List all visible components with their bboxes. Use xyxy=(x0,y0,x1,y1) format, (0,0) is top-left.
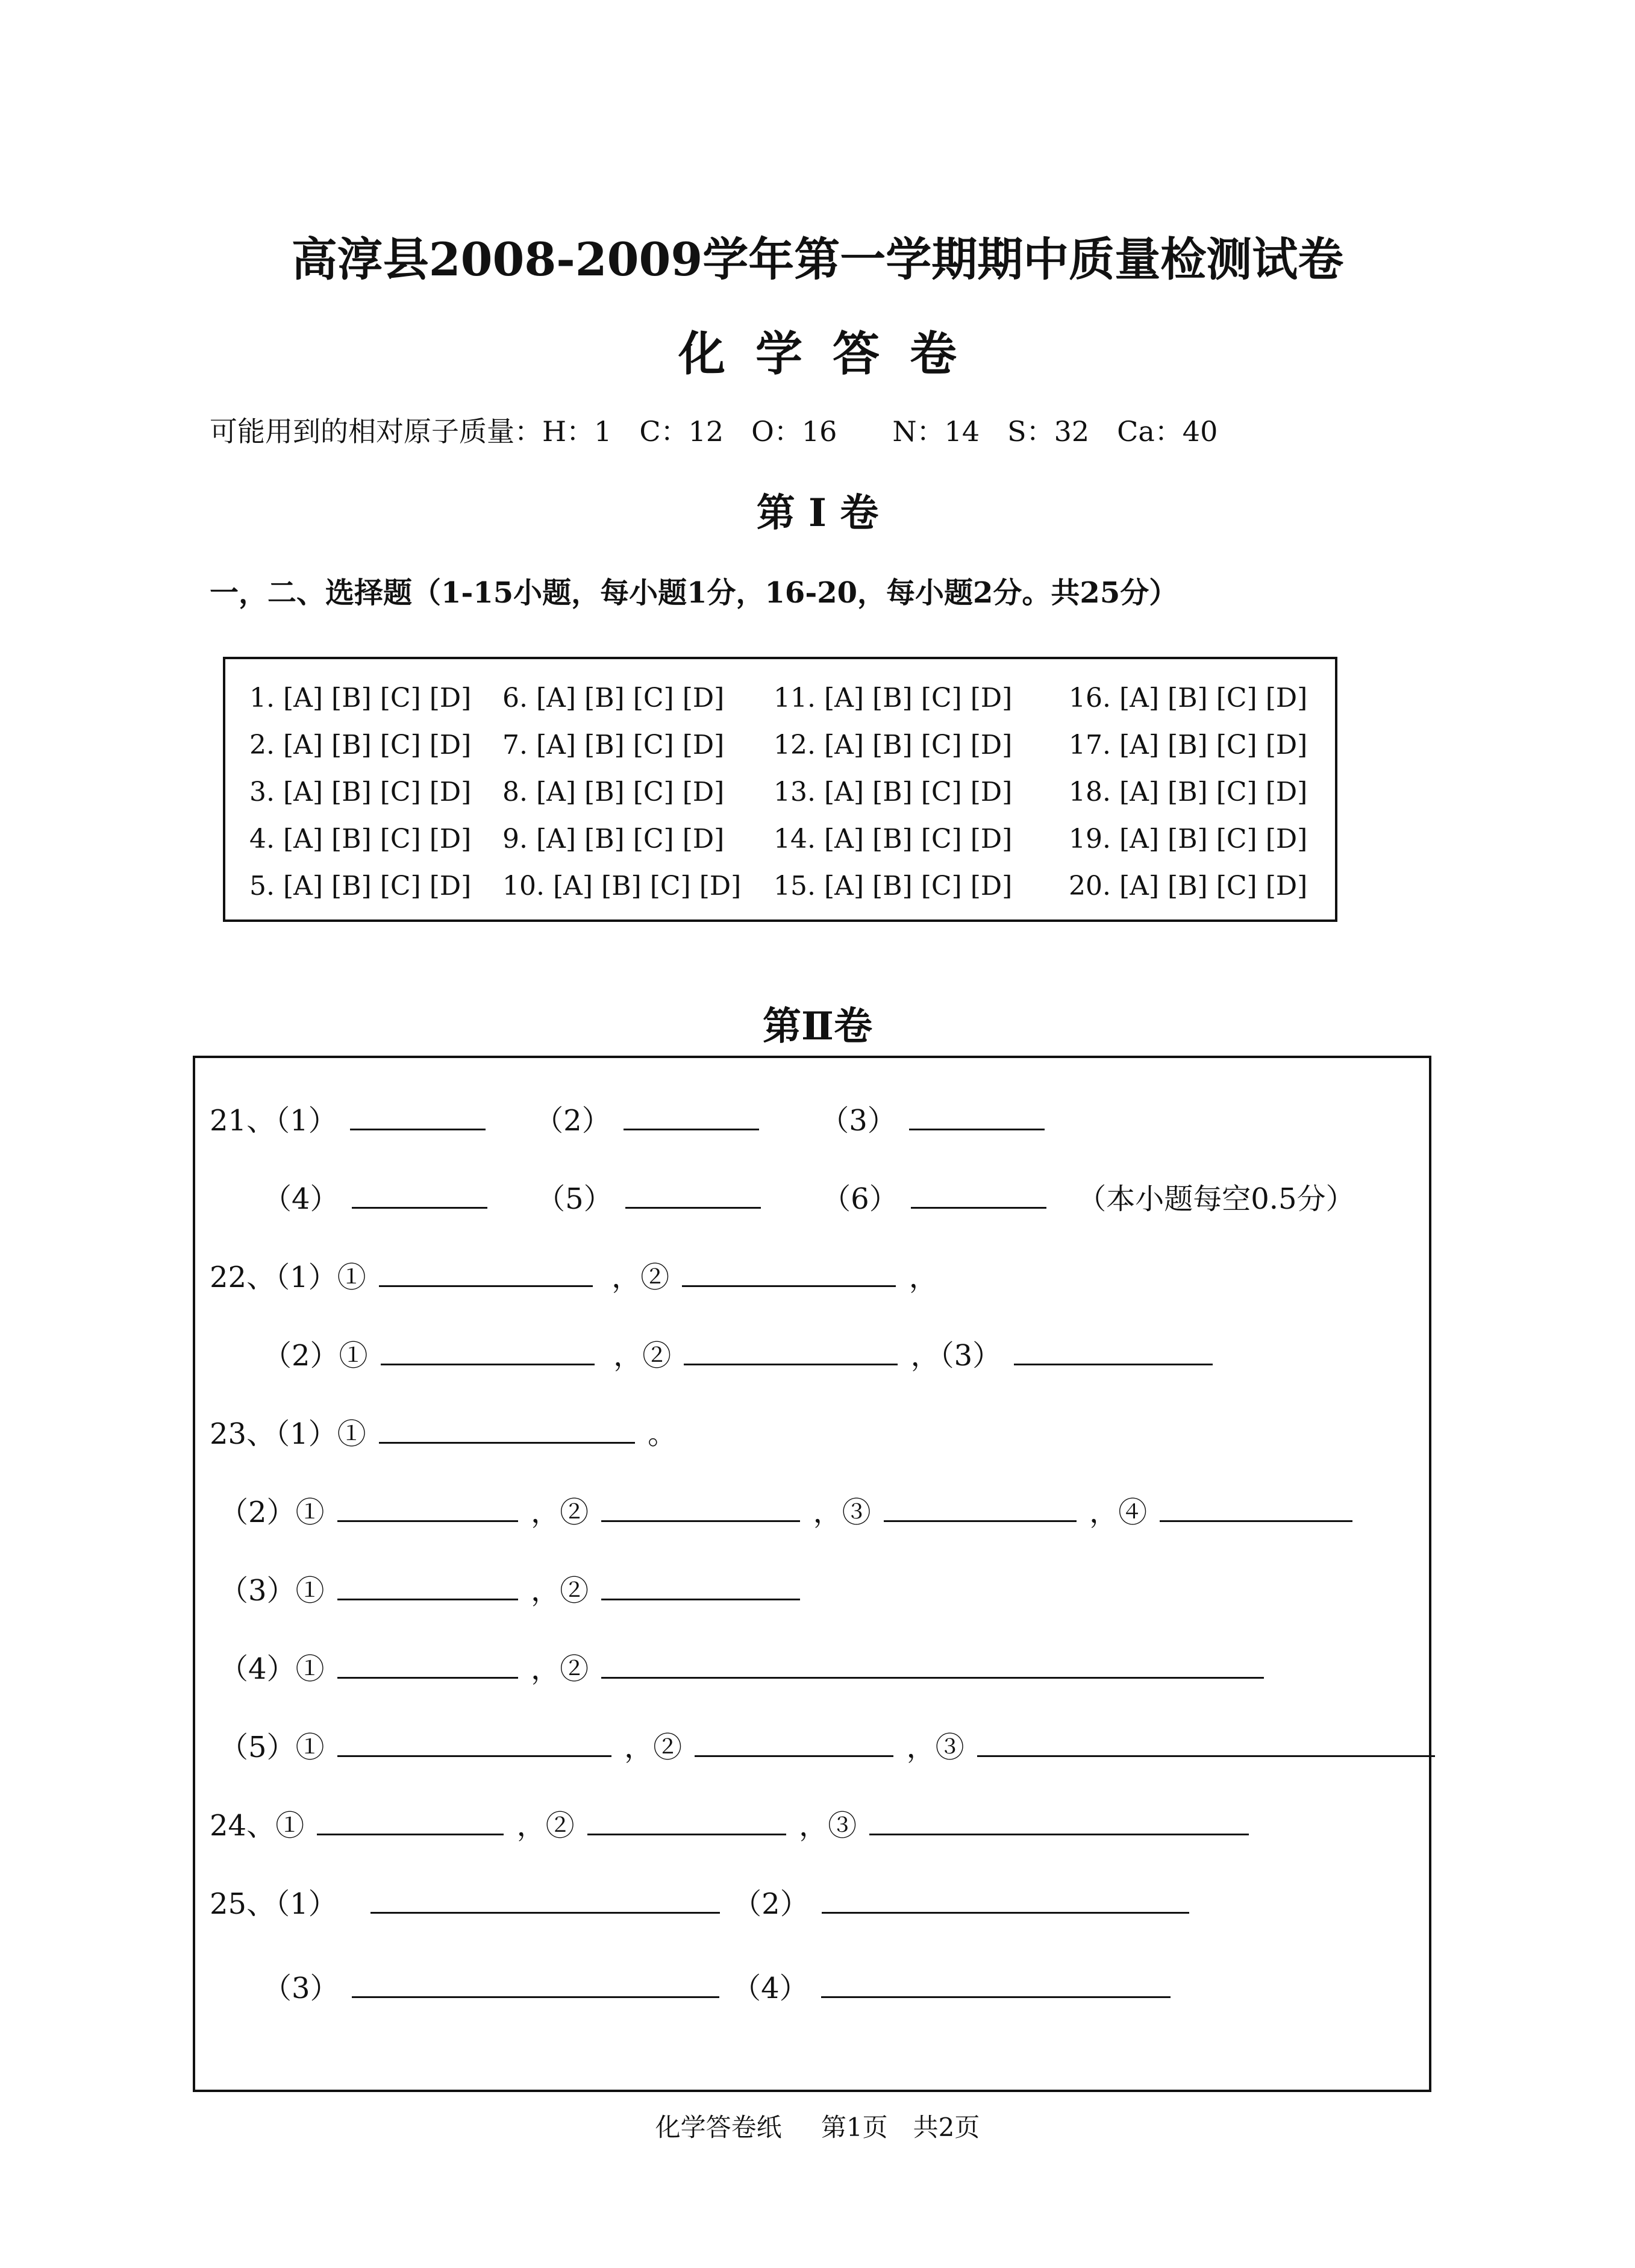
mcq-column-1 xyxy=(249,683,471,918)
q21-6-blank[interactable] xyxy=(911,1183,1046,1209)
q23-3a-label: （3）① xyxy=(219,1574,325,1608)
q23-2b-label: ，② xyxy=(531,1496,589,1529)
mcq-item-18[interactable]: 18. [A] [B] [C] [D] xyxy=(1069,777,1308,807)
q21-note: （本小题每空0.5分） xyxy=(1077,1182,1355,1216)
q23-1b-label: 。 xyxy=(648,1417,677,1451)
q22-1b-blank[interactable] xyxy=(682,1261,896,1287)
q23-2d-label: ，④ xyxy=(1089,1496,1148,1529)
answer-sheet-box xyxy=(193,1056,1431,2092)
mcq-item-15[interactable]: 15. [A] [B] [C] [D] xyxy=(774,871,1013,901)
mcq-item-12[interactable]: 12. [A] [B] [C] [D] xyxy=(774,730,1013,760)
q25-1-blank[interactable] xyxy=(370,1888,720,1914)
mcq-answer-grid xyxy=(223,657,1337,922)
part2-heading: 第Ⅱ卷 xyxy=(763,1004,872,1049)
mcq-item-17[interactable]: 17. [A] [B] [C] [D] xyxy=(1069,730,1308,760)
q23-3b-label: ，② xyxy=(531,1574,589,1608)
q23-2b-blank[interactable] xyxy=(601,1496,800,1522)
q23-2d-blank[interactable] xyxy=(1160,1496,1352,1522)
mcq-item-4[interactable]: 4. [A] [B] [C] [D] xyxy=(249,824,472,854)
q23-3a-blank[interactable] xyxy=(337,1574,518,1600)
mcq-column-2 xyxy=(502,683,741,918)
q22-1b-label: ，② xyxy=(611,1261,670,1294)
q21-4-label: （4） xyxy=(263,1182,339,1216)
q25-row2 xyxy=(263,1965,1174,2006)
mcq-item-16[interactable]: 16. [A] [B] [C] [D] xyxy=(1069,683,1308,713)
q22-1a-blank[interactable] xyxy=(379,1261,593,1287)
mcq-item-11[interactable]: 11. [A] [B] [C] [D] xyxy=(774,683,1013,713)
q22-row1 xyxy=(210,1254,938,1295)
q25-4-label: （4） xyxy=(732,1972,808,2005)
mcq-item-6[interactable]: 6. [A] [B] [C] [D] xyxy=(502,683,725,713)
q22-2a-blank[interactable] xyxy=(381,1339,595,1365)
atomic-masses: 可能用到的相对原子质量：H：1 C：12 O：16 N：14 S：32 Ca：40 xyxy=(210,415,1218,448)
q21-2-label: （2） xyxy=(534,1104,611,1138)
q22-2b-blank[interactable] xyxy=(684,1339,898,1365)
q23-row5 xyxy=(219,1724,1439,1765)
q23-row3 xyxy=(219,1567,804,1609)
mcq-item-3[interactable]: 3. [A] [B] [C] [D] xyxy=(249,777,472,807)
mcq-section-title: 一，二、选择题（1-15小题，每小题1分，16-20，每小题2分。共25分） xyxy=(210,576,1178,610)
q21-5-blank[interactable] xyxy=(625,1183,761,1209)
q21-5-label: （5） xyxy=(536,1182,613,1216)
mcq-item-7[interactable]: 7. [A] [B] [C] [D] xyxy=(502,730,725,760)
mcq-item-10[interactable]: 10. [A] [B] [C] [D] xyxy=(502,871,742,901)
q24a-blank[interactable] xyxy=(317,1809,504,1835)
q23-2a-label: （2）① xyxy=(219,1496,325,1529)
q21-4-blank[interactable] xyxy=(352,1183,487,1209)
q21-row2 xyxy=(263,1176,1355,1217)
q21-3-label: （3） xyxy=(820,1104,896,1138)
mcq-column-4 xyxy=(1069,683,1307,918)
q23-4b-blank[interactable] xyxy=(601,1653,1264,1679)
q25-2-blank[interactable] xyxy=(822,1888,1189,1914)
q21-6-label: （6） xyxy=(822,1182,898,1216)
q25-row1 xyxy=(210,1881,1193,1922)
q23-2c-label: ，③ xyxy=(813,1496,871,1529)
q23-1a-blank[interactable] xyxy=(379,1418,635,1444)
q23-5a-label: （5）① xyxy=(219,1731,325,1764)
q22-row2 xyxy=(263,1332,1216,1374)
q21-1-label: 21、（1） xyxy=(210,1104,337,1138)
q23-2c-blank[interactable] xyxy=(884,1496,1077,1522)
q25-2-label: （2） xyxy=(733,1887,809,1921)
q23-1a-label: 23、（1）① xyxy=(210,1417,366,1451)
q24b-label: ，② xyxy=(516,1809,575,1843)
q23-5c-label: ，③ xyxy=(906,1731,964,1764)
q24b-blank[interactable] xyxy=(587,1809,786,1835)
q21-1-blank[interactable] xyxy=(350,1104,486,1130)
q21-2-blank[interactable] xyxy=(624,1104,759,1130)
q25-3-label: （3） xyxy=(263,1972,339,2005)
mcq-item-13[interactable]: 13. [A] [B] [C] [D] xyxy=(774,777,1013,807)
mcq-column-3 xyxy=(774,683,1012,918)
q22-1a-label: 22、（1）① xyxy=(210,1261,366,1294)
q23-5a-blank[interactable] xyxy=(337,1731,611,1757)
mcq-item-8[interactable]: 8. [A] [B] [C] [D] xyxy=(502,777,725,807)
q22-2a-label: （2）① xyxy=(263,1339,368,1373)
part1-heading: 第 Ⅰ 卷 xyxy=(756,490,879,536)
q24c-label: ，③ xyxy=(799,1809,857,1843)
q23-row2 xyxy=(219,1489,1356,1530)
q22-1c-label: ， xyxy=(908,1261,938,1294)
mcq-item-9[interactable]: 9. [A] [B] [C] [D] xyxy=(502,824,725,854)
exam-subtitle: 化学答卷 xyxy=(678,327,987,381)
mcq-item-20[interactable]: 20. [A] [B] [C] [D] xyxy=(1069,871,1308,901)
mcq-item-5[interactable]: 5. [A] [B] [C] [D] xyxy=(249,871,472,901)
q24-row xyxy=(210,1802,1252,1844)
q23-5b-blank[interactable] xyxy=(695,1731,893,1757)
q23-4a-label: （4）① xyxy=(219,1652,325,1686)
q21-3-blank[interactable] xyxy=(909,1104,1045,1130)
q23-row1 xyxy=(210,1411,677,1452)
q24a-label: 24、① xyxy=(210,1809,305,1843)
mcq-item-14[interactable]: 14. [A] [B] [C] [D] xyxy=(774,824,1013,854)
q23-2a-blank[interactable] xyxy=(337,1496,518,1522)
mcq-item-19[interactable]: 19. [A] [B] [C] [D] xyxy=(1069,824,1308,854)
q25-4-blank[interactable] xyxy=(821,1972,1171,1998)
page-footer: 化学答卷纸 第1页 共2页 xyxy=(655,2113,980,2142)
q22-3-blank[interactable] xyxy=(1014,1339,1213,1365)
q21-row1 xyxy=(210,1097,1048,1139)
q23-5b-label: ，② xyxy=(624,1731,683,1764)
q24c-blank[interactable] xyxy=(869,1809,1249,1835)
q25-1-label: 25、（1） xyxy=(210,1887,337,1921)
q22-2c-label: ，（3） xyxy=(910,1339,1002,1373)
q23-3b-blank[interactable] xyxy=(601,1574,800,1600)
q23-4b-label: ，② xyxy=(531,1652,589,1686)
mcq-item-2[interactable]: 2. [A] [B] [C] [D] xyxy=(249,730,472,760)
q25-3-blank[interactable] xyxy=(352,1972,719,1998)
exam-title: 高淳县2008-2009学年第一学期期中质量检测试卷 xyxy=(291,233,1344,286)
q23-4a-blank[interactable] xyxy=(337,1653,518,1679)
q22-2b-label: ，② xyxy=(613,1339,672,1373)
q23-row4 xyxy=(219,1646,1268,1687)
q23-5c-blank[interactable] xyxy=(977,1731,1435,1757)
mcq-item-1[interactable]: 1. [A] [B] [C] [D] xyxy=(249,683,472,713)
